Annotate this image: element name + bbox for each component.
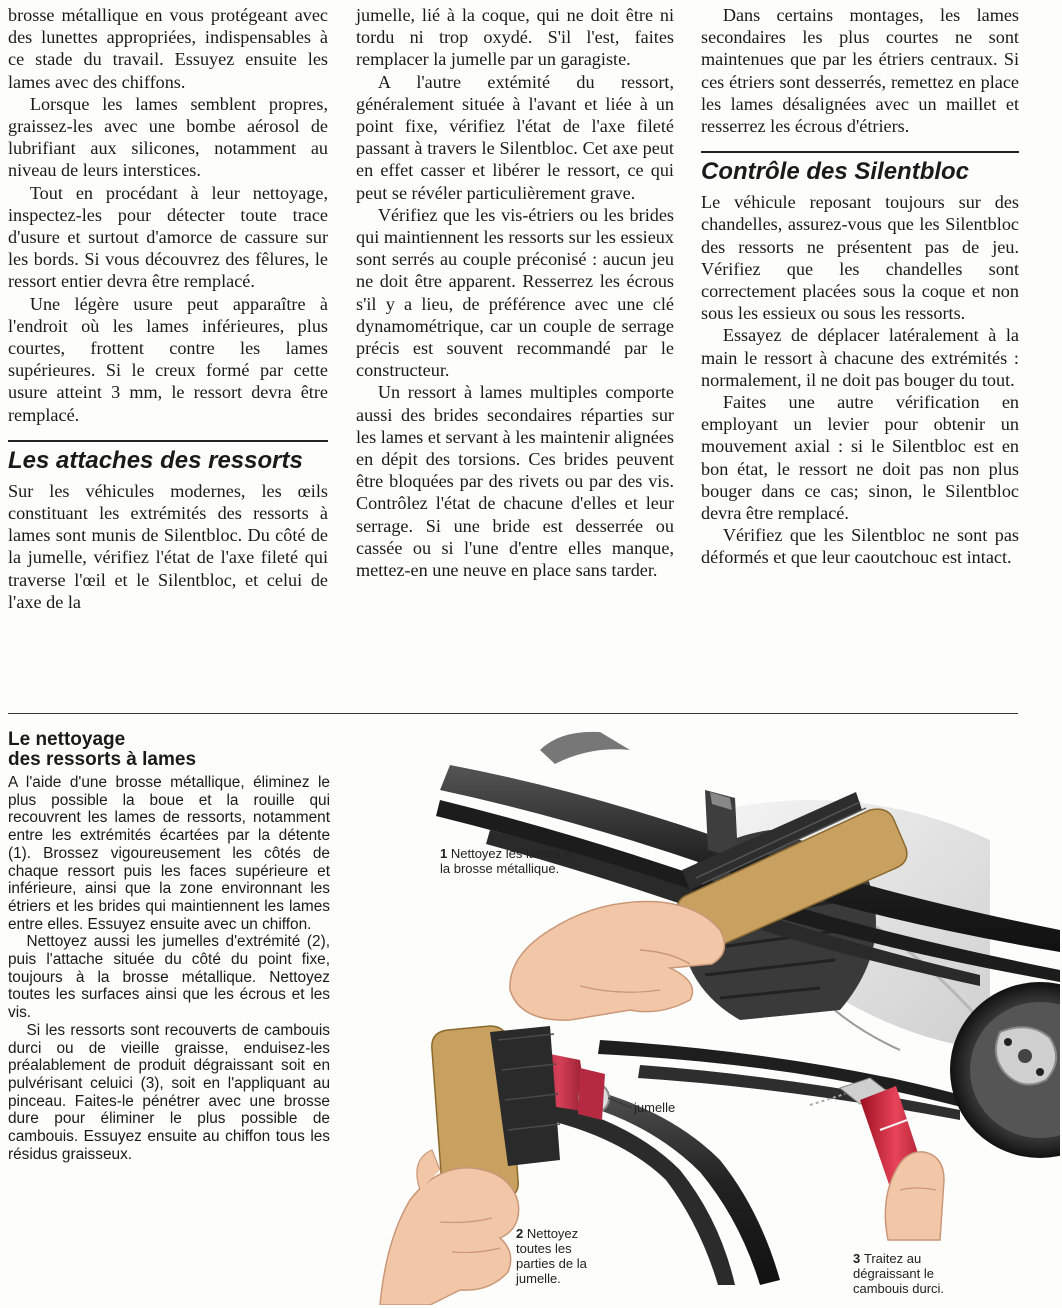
cleaning-sidebar xyxy=(8,730,330,1163)
caption-number: 2 xyxy=(516,1226,524,1241)
hand-icon xyxy=(510,902,725,1021)
paragraph: jumelle, lié à la coque, qui ne doit être ni tordu ni trop oxydé. S'il l'est, faites remplacer la jumelle par un garagiste. xyxy=(356,5,674,70)
paragraph: brosse métallique en vous protégeant avec des lunettes appropriées, indispensables à ce stade du travail. Essuyez ensuite les lames avec des chiffons. xyxy=(8,5,328,92)
caption-3 xyxy=(853,1251,944,1296)
paragraph: Lorsque les lames semblent propres, graissez-les avec une bombe aérosol de lubrifiant aux silicones, notamment au niveau de leurs interstices. xyxy=(8,93,328,181)
paragraph: Vérifiez que les vis-étriers ou les brides qui maintiennent les ressorts sur les essieux sont serrés au couple préconisé : aucun jeu ne doit être apparent. Resserrez les écrous s'il y a lieu, de préférence avec une clé dynamométrique, car un couple de serrage précis est souvent recommandé par le constructeur. xyxy=(356,204,674,381)
paragraph: Un ressort à lames multiples comporte aussi des brides secondaires réparties sur les lames et servant à les maintenir alignées en dépit des torsions. Ces brides peuvent être bloquées par des rivets ou par des vis. Contrôlez l'état de chacune d'elles et leur serrage. Si une bride est desserrée ou cassée ou si l'une d'entre elles manque, mettez-en une neuve en place sans tarder. xyxy=(356,382,674,581)
paragraph: Tout en procédant à leur nettoyage, inspectez-les pour détecter toute trace d'usure et surtout d'amorce de cassure sur les bords. Si vous découvrez des fêlures, le ressort entier devra être remplacé. xyxy=(8,182,328,292)
paragraph: Vérifiez que les Silentbloc ne sont pas déformés et que leur caoutchouc est intact. xyxy=(701,525,1019,568)
section-heading: Les attaches des ressorts xyxy=(8,440,328,474)
sidebar-title-line: Le nettoyage xyxy=(8,729,126,750)
caption-text: parties de la xyxy=(516,1256,587,1271)
caption-text: la brosse métallique. xyxy=(440,861,560,876)
caption-text: cambouis durci. xyxy=(853,1281,945,1296)
text-column-2 xyxy=(356,4,674,581)
text-column-3 xyxy=(701,4,1019,569)
paragraph: Si les ressorts sont recouverts de cambouis durci ou de vieille graisse, enduisez-les préalablement de produit dégraissant soit en pulvérisant celuici (3), soit en l'appliquant au pinceau. Faites-le pénétrer avec une brosse dure pour éliminer le plus possible de cambouis. Essuyez ensuite au chiffon tous les résidus graisseux. xyxy=(8,1021,330,1163)
section-heading: Contrôle des Silentbloc xyxy=(701,151,1019,185)
paragraph: Essayez de déplacer latéralement à la main le ressort à chacune des extrémités : normalement, il ne doit pas bouger du tout. xyxy=(701,325,1019,390)
paragraph: Le véhicule reposant toujours sur des chandelles, assurez-vous que les Silentbloc des ressorts ne présentent pas de jeu. Vérifiez que les chandelles sont correctement placées sous la coque et non sous les essieux ou sous les ressorts. xyxy=(701,192,1019,324)
divider xyxy=(8,713,1018,714)
caption-number: 1 xyxy=(440,846,448,861)
caption-text: Traitez au xyxy=(863,1251,922,1266)
paragraph: Nettoyez aussi les jumelles d'extrémité (2), puis l'attache située du côté du point fixe, toujours à la brosse métallique. Nettoyez toutes les surfaces ainsi que les écrous et les vis. xyxy=(8,933,330,1022)
caption-text: toutes les xyxy=(516,1241,572,1256)
caption-1 xyxy=(440,846,572,876)
caption-text: dégraissant le xyxy=(853,1266,934,1281)
text-column-1 xyxy=(8,4,328,613)
paragraph: Sur les véhicules modernes, les œils constituant les extrémités des ressorts à lames sont munis de Silentbloc. Du côté de la jumelle, vérifiez l'état de l'axe fileté qui traverse l'œil et le Silentbloc, et celui de l'axe de la xyxy=(8,480,328,612)
caption-text: jumelle. xyxy=(516,1271,561,1286)
caption-2 xyxy=(516,1226,587,1286)
jumelle-label xyxy=(634,1100,675,1115)
sidebar-title-line: des ressorts à lames xyxy=(8,749,197,770)
caption-text: Nettoyez les lames à xyxy=(450,846,572,861)
paragraph: Faites une autre vérification en employant un levier pour obtenir un mouvement axial : si le Silentbloc est en bon état, le ressort ne doit pas non plus bouger dans ce cas; sinon, le Silentbloc devra être remplacé. xyxy=(701,392,1019,524)
sidebar-title xyxy=(8,730,330,770)
paragraph: A l'autre extémité du ressort, généralement située à l'avant et liée à un point fixe, vérifiez l'état de l'axe fileté passant à travers le Silentbloc. Cet axe peut en effet casser et libérer le ressort, ce qui peut se révéler particulièrement grave. xyxy=(356,71,674,203)
paragraph: Une légère usure peut apparaître à l'endroit où les lames inférieures, plus courtes, frottent contre les lames supérieures. Si le creux formé par cette usure atteint 3 mm, le ressort devra être remplacé. xyxy=(8,293,328,425)
paragraph: Dans certains montages, les lames secondaires les plus courtes ne sont maintenues que par les étriers centraux. Si ces étriers sont desserrés, remettez en place les lames désalignées avec un maillet et resserrez les écrous d'étriers. xyxy=(701,5,1019,137)
label-text: jumelle xyxy=(634,1100,676,1115)
caption-text: Nettoyez xyxy=(526,1226,579,1241)
caption-number: 3 xyxy=(853,1251,861,1266)
spring-cleaning-illustration xyxy=(340,720,1060,1305)
paragraph: A l'aide d'une brosse métallique, éliminez le plus possible la boue et la rouille qui recouvrent les lames de ressorts, notamment entre les extrémités écartées par la détente (1). Brossez vigoureusement les côtés de chaque ressort puis les faces supérieure et inférieure, ainsi que la zone environnant les étriers et les brides qui maintiennent les lames entre elles. Essuyez ensuite avec un chiffon. xyxy=(8,774,330,933)
